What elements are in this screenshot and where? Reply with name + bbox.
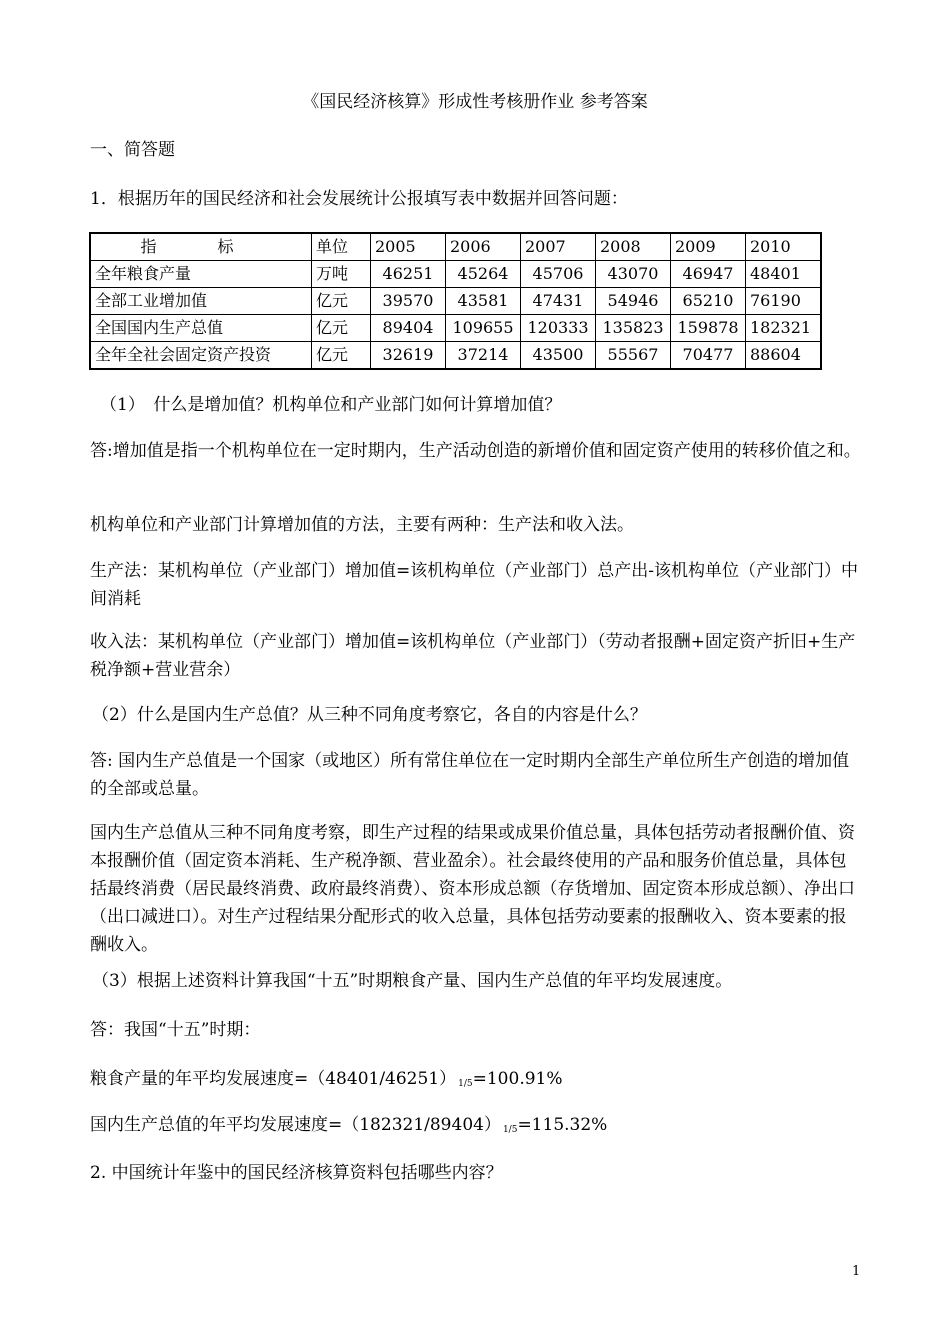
- table-cell: 55567: [596, 342, 671, 370]
- table-cell: 45706: [521, 261, 596, 288]
- table-cell: 亿元: [312, 288, 371, 315]
- table-cell: 88604: [746, 342, 822, 370]
- sub-question-1: （1） 什么是增加值？机构单位和产业部门如何计算增加值？: [100, 395, 562, 415]
- formula-result: =115.32%: [517, 1115, 608, 1135]
- table-header-row: [90, 233, 821, 261]
- table-cell: 135823: [596, 315, 671, 342]
- table-cell: 89404: [371, 315, 446, 342]
- table-cell: 43500: [521, 342, 596, 370]
- table-cell: 全年全社会固定资产投资: [90, 342, 312, 370]
- table-cell: 120333: [521, 315, 596, 342]
- table-header-cell: 2009: [671, 233, 746, 261]
- question-2: 2. 中国统计年鉴中的国民经济核算资料包括哪些内容？: [90, 1163, 503, 1183]
- table-header-cell: 2007: [521, 233, 596, 261]
- formula-result: =100.91%: [472, 1069, 563, 1089]
- table-cell: 43070: [596, 261, 671, 288]
- table-cell: 46251: [371, 261, 446, 288]
- formula-text: 粮食产量的年平均发展速度=（48401/46251）: [90, 1069, 457, 1089]
- table-cell: 37214: [446, 342, 521, 370]
- table-cell: 54946: [596, 288, 671, 315]
- table-cell: 43581: [446, 288, 521, 315]
- answer-paragraph: 收入法：某机构单位（产业部门）增加值=该机构单位（产业部门）（劳动者报酬+固定资产折旧+生产税净额+营业营余）: [90, 632, 856, 680]
- table-header-cell: 2010: [746, 233, 822, 261]
- answer-paragraph: 国内生产总值从三种不同角度考察，即生产过程的结果或成果价值总量，具体包括劳动者报酬价值、资本报酬价值（固定资本消耗、生产税净额、营业盈余）。社会最终使用的产品和服务价值总量，具体包括最终消费（居民最终消费、政府最终消费）、资本形成总额（存货增加、固定资本形成总额）、净出口（出口减进口）。对生产过程结果分配形式的收入总量，具体包括劳动要素的报酬收入、资本要素的报酬收入。: [90, 823, 855, 955]
- formula-exponent: 1/5: [502, 1125, 518, 1135]
- table-cell: 47431: [521, 288, 596, 315]
- table-cell: 159878: [671, 315, 746, 342]
- table-cell: 76190: [746, 288, 822, 315]
- answer-paragraph: 答: 国内生产总值是一个国家（或地区）所有常住单位在一定时期内全部生产单位所生产创造的增加值的全部或总量。: [90, 751, 850, 799]
- table-cell: 45264: [446, 261, 521, 288]
- table-header-cell: 2005: [371, 233, 446, 261]
- table-cell: 48401: [746, 261, 822, 288]
- section-heading: 一、简答题: [90, 140, 175, 160]
- formula-grain-growth: [90, 1068, 563, 1095]
- formula-exponent: 1/5: [458, 1079, 473, 1089]
- table-row: [90, 342, 821, 370]
- formula-gdp-growth: [90, 1114, 607, 1141]
- answer-paragraph: 答:增加值是指一个机构单位在一定时期内，生产活动创造的新增价值和固定资产使用的转移价值之和。: [90, 441, 861, 461]
- table-cell: 182321: [746, 315, 822, 342]
- table-cell: 46947: [671, 261, 746, 288]
- table-row: [90, 315, 821, 342]
- table-cell: 70477: [671, 342, 746, 370]
- answer-paragraph: 机构单位和产业部门计算增加值的方法，主要有两种：生产法和收入法。: [90, 515, 634, 535]
- statistics-table: [89, 232, 822, 370]
- table-row: [90, 261, 821, 288]
- table-cell: 亿元: [312, 315, 371, 342]
- sub-question-2: （2）什么是国内生产总值？从三种不同角度考察它，各自的内容是什么？: [92, 705, 647, 725]
- page-number: 1: [852, 1264, 861, 1279]
- table-cell: 32619: [371, 342, 446, 370]
- table-cell: 万吨: [312, 261, 371, 288]
- answer-paragraph: 生产法：某机构单位（产业部门）增加值=该机构单位（产业部门）总产出-该机构单位（产业部门）中间消耗: [90, 561, 858, 609]
- question-1: 1．根据历年的国民经济和社会发展统计公报填写表中数据并回答问题：: [90, 189, 628, 209]
- table-cell: 全年粮食产量: [90, 261, 312, 288]
- sub-question-3: （3）根据上述资料计算我国“十五”时期粮食产量、国内生产总值的年平均发展速度。: [92, 971, 733, 991]
- table-header-cell: 指 标: [90, 233, 312, 261]
- table-cell: 全国国内生产总值: [90, 315, 312, 342]
- table-cell: 全部工业增加值: [90, 288, 312, 315]
- table-header-cell: 单位: [312, 233, 371, 261]
- answer-paragraph: 答：我国“十五”时期：: [90, 1020, 261, 1040]
- table-header-cell: 2008: [596, 233, 671, 261]
- table-cell: 亿元: [312, 342, 371, 370]
- table-header-cell: 2006: [446, 233, 521, 261]
- page-title: 《国民经济核算》形成性考核册作业 参考答案: [302, 92, 648, 112]
- table-cell: 65210: [671, 288, 746, 315]
- formula-text: 国内生产总值的年平均发展速度=（182321/89404）: [90, 1115, 501, 1135]
- table-row: [90, 288, 821, 315]
- table-cell: 109655: [446, 315, 521, 342]
- table-cell: 39570: [371, 288, 446, 315]
